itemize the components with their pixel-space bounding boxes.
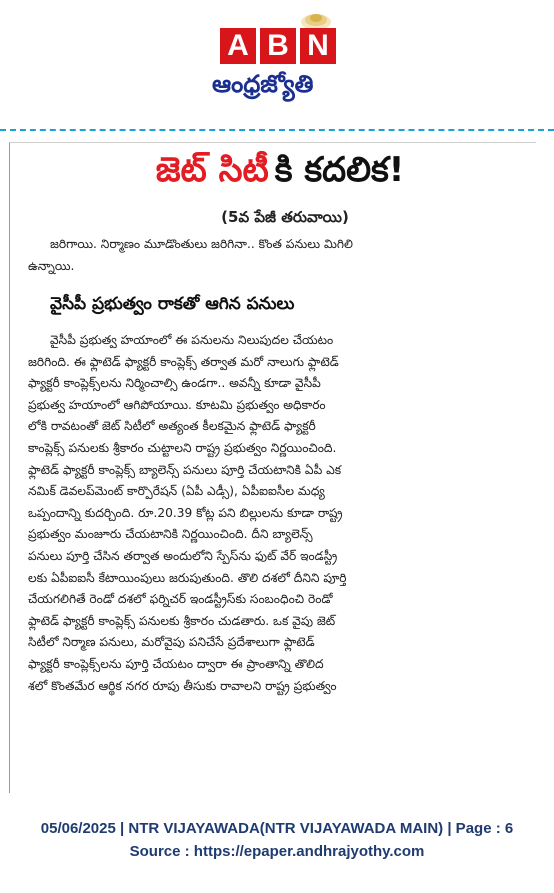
intro-line: ఉన్నాయి. <box>28 258 75 273</box>
headline-red-part: జెట్ సిటీ <box>155 150 269 190</box>
article-subhead: వైసీపీ ప్రభుత్వం రాకతో ఆగిన పనులు <box>50 294 295 314</box>
masthead-divider <box>0 129 554 131</box>
continuation-note: (5వ పేజీ తరువాయి) <box>221 208 349 226</box>
body-line: ఫ్యాక్టరీ కాంప్లెక్స్‌లను నిర్మించాల్సి ఉండగా.. అవన్నీ కూడా వైసీపీ <box>28 376 321 391</box>
body-line: సిటీలో నిర్మాణ పనులు, మరోవైపు పనిచేసే ప్రదేశాలుగా ఫ్లాటెడ్ <box>28 635 315 650</box>
body-line: ఫ్లాటెడ్ ఫ్యాక్టరీ కాంప్లెక్స్ బ్యాలెన్స్ పనులు పూర్తి చేయటానికి ఏపీ ఎక <box>28 462 342 477</box>
article-body <box>28 330 530 697</box>
body-line: లకు ఏపీఐఐసీ కేటాయింపులు జరుపుతుంది. తొలి దశలో దీనిని పూర్తి <box>28 570 347 585</box>
logo-letter-a: A <box>220 28 256 64</box>
abn-logo <box>220 28 336 64</box>
masthead <box>0 0 554 120</box>
article-headline <box>100 148 460 200</box>
logo-telugu-wordmark: ఆంధ్రజ్యోతి <box>212 70 314 98</box>
source-link: Source : https://epaper.andhrajyothy.com <box>129 843 425 860</box>
body-line: లోకి రావటంతో జెట్ సిటీలో అత్యంత కీలకమైన ఫ్లాటెడ్ ఫ్యాక్టరీ <box>28 419 316 434</box>
body-line: నమిక్ డెవలప్‌మెంట్ కార్పొరేషన్ (ఏపీ ఎడ్సీ), ఏపీఐఐసీల మధ్య <box>28 484 325 499</box>
body-line: ప్రభుత్వ హయాంలో ఆగిపోయాయి. కూటమి ప్రభుత్వం అధికారం <box>28 397 326 412</box>
body-line: శలో కొంతమేర ఆర్థిక నగర రూపు తీసుకు రావాలని రాష్ట్ర ప్రభుత్వం <box>28 678 337 693</box>
edition-info: 05/06/2025 | NTR VIJAYAWADA(NTR VIJAYAWADA MAIN) | Page : 6 <box>40 820 514 837</box>
body-line: వైసీపీ ప్రభుత్వ హయాంలో ఈ పనులను నిలుపుదల చేయటం <box>50 333 334 347</box>
intro-paragraph <box>28 234 530 277</box>
logo-letter-b: B <box>260 28 296 64</box>
body-line: ప్రభుత్వం మంజూరు చేయటానికి నిర్ణయించింది. దీని బ్యాలెన్స్ <box>28 527 313 542</box>
body-line: ఒప్పందాన్ని కుదర్చింది. రూ.20.39 కోట్ల పని బిల్లులను కూడా రాష్ట్ర <box>28 505 343 520</box>
headline-black-part: కి కదలిక! <box>274 150 405 190</box>
body-line: ఫ్లాటెడ్ ఫ్యాక్టరీ కాంప్లెక్స్ పనులకు శ్రీకారం చుడతారు. ఒక వైపు జెట్ <box>28 613 336 628</box>
logo-letter-n: N <box>300 28 336 64</box>
body-line: జరిగింది. ఈ ఫ్లాటెడ్ ఫ్యాక్టరీ కాంప్లెక్స్ తర్వాత మరో నాలుగు ఫ్లాటెడ్ <box>28 354 339 369</box>
intro-line: జరిగాయి. నిర్మాణం మూడొంతులు జరిగినా.. కొంత పనులు మిగిలి <box>50 237 353 251</box>
body-line: కాంప్లెక్స్ పనులకు శ్రీకారం చుట్టాలని రాష్ట్ర ప్రభుత్వం నిర్ణయించింది. <box>28 440 337 455</box>
body-line: ఫ్యాక్టరీ కాంప్లెక్స్‌లను పూర్తి చేయటం ద్వారా ఈ ప్రాంతాన్ని తొలిద <box>28 656 324 671</box>
body-line: పనులు పూర్తి చేసిన తర్వాత అందులోని స్పేస్‌ను ఫుట్ వేర్ ఇండస్ట్రీ <box>28 548 338 563</box>
body-line: చేయగలిగితే రెండో దశలో ఫర్నిచర్ ఇండస్ట్రీస్‌కు సంబంధించి రెండో <box>28 592 333 607</box>
